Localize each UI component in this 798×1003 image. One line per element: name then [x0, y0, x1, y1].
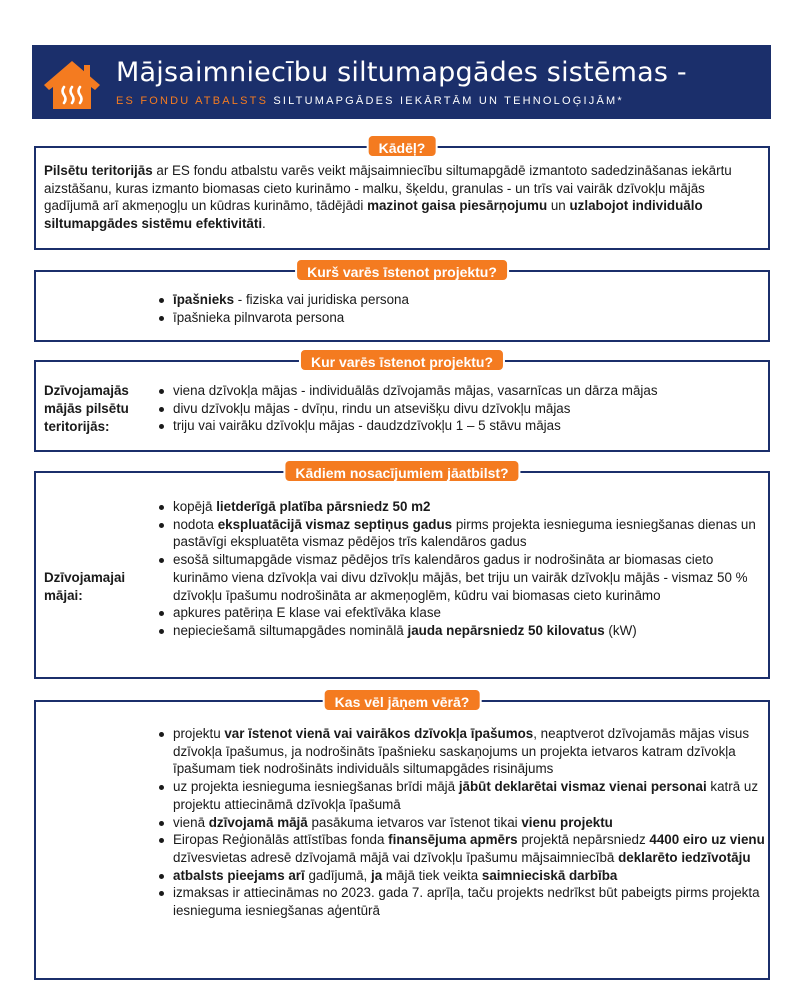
text: gadījumā,	[304, 867, 371, 883]
section-heading-who	[295, 258, 509, 282]
section-heading-notes: Kas vēl jāņem vērā?	[323, 688, 482, 712]
bold-text: jābūt deklarētai vismaz vienai personai	[458, 779, 707, 795]
bold-text: ekspluatācijā vismaz septiņus gadus	[217, 516, 453, 532]
subtitle-rest: SILTUMAPGĀDES IEKĀRTĀM UN TEHNOLOĢIJĀM*	[268, 95, 624, 107]
where-list	[157, 382, 762, 435]
why-paragraph	[44, 162, 759, 233]
bold-text: īpašnieks	[173, 292, 235, 307]
text: divu dzīvokļu mājas - dvīņu, rindu un atsevišķu divu dzīvokļu mājas	[173, 400, 571, 416]
notes-list	[157, 725, 765, 920]
section-who	[34, 264, 770, 342]
text: nodota	[173, 516, 218, 532]
house-heating-icon	[42, 59, 102, 111]
where-side-label: Dzīvojamajās mājās pilsētu teritorijās:	[44, 383, 129, 434]
text: apkures patēriņa E klase vai efektīvāka klase	[173, 605, 441, 621]
text: , neaptverot dzīvojamās mājas visus dzīvokļa īpašumus, ja nodrošināts īpašnieku saskaņojums un projekta ietvaros katram dzīvokļa īpašumam tiek nodrošināts individuāls siltumapgādes risinājums	[173, 726, 750, 777]
bold-text: 4400 eiro uz vienu	[649, 832, 765, 848]
bold-text: deklarēto iedzīvotāju	[618, 849, 751, 865]
section-conditions	[34, 465, 770, 679]
list-item	[157, 867, 765, 885]
bold-text: finansējuma apmērs	[388, 832, 518, 848]
text: pasākuma ietvaros var īstenot tikai	[307, 814, 522, 830]
list-item	[157, 498, 757, 516]
text: viena dzīvokļa mājas - individuālās dzīvojamās mājas, vasarnīcas un dārza mājas	[173, 383, 658, 398]
heading-where-bold: Kur	[310, 354, 336, 370]
text: projektā nepārsniedz	[517, 832, 650, 848]
section-where	[34, 354, 770, 452]
bold-text: dzīvojamā mājā	[208, 814, 308, 830]
section-heading-why: Kādēļ?	[367, 134, 438, 158]
list-item	[157, 778, 765, 813]
bold-text: saimnieciskā darbība	[481, 867, 618, 883]
text: nepieciešamā siltumapgādes nominālā	[173, 622, 408, 638]
conditions-list	[157, 498, 757, 640]
bold-text: atbalsts pieejams arī	[173, 867, 305, 883]
list-item	[157, 831, 765, 866]
list-item	[157, 551, 757, 604]
list-item	[157, 309, 747, 327]
text: kopējā	[173, 499, 217, 514]
who-list	[157, 291, 747, 326]
bold-text: mazinot gaisa piesārņojumu	[367, 198, 548, 214]
heading-who-rest: varēs īstenot projektu?	[338, 264, 497, 280]
list-item	[157, 382, 762, 400]
list-item	[157, 622, 757, 640]
list-item	[157, 884, 765, 919]
bold-text: jauda nepārsniedz 50 kilovatus	[407, 622, 605, 638]
list-item	[157, 604, 757, 622]
text: pirms projekta iesnieguma iesniegšanas dienas un pastāvīgi ekspluatēta vismaz pēdējos trīs kalendāros gadus	[173, 516, 756, 550]
section-heading-where	[299, 348, 505, 372]
page-title: Mājsaimniecību siltumapgādes sistēmas -	[116, 57, 687, 88]
text: triju vai vairāku dzīvokļu mājas - daudzdzīvokļu 1 – 5 stāvu mājas	[173, 418, 561, 434]
list-item	[157, 400, 762, 418]
text: .	[262, 216, 266, 232]
text: (kW)	[604, 622, 637, 638]
section-notes	[34, 694, 770, 980]
text: - fiziska vai juridiska persona	[234, 292, 409, 307]
text: izmaksas ir attiecināmas no 2023. gada 7. aprīļa, taču projekts nedrīkst būt pabeigts pirms projekta iesnieguma iesniegšanas aģentūrā	[173, 885, 760, 919]
list-item	[157, 814, 765, 832]
bold-text: lietderīgā platība pārsniedz 50 m2	[216, 499, 431, 514]
text: dzīvesvietas adresē dzīvojamā mājā vai dzīvokļu īpašumu mājsaimniecībā	[173, 849, 619, 865]
section-why	[34, 140, 770, 250]
list-item	[157, 516, 757, 551]
bold-text: uzlabojot individuālo siltumapgādes sistēmu efektivitāti	[44, 198, 703, 232]
text: esošā siltumapgāde vismaz pēdējos trīs kalendāros gadus ir nodrošināta ar biomasas cieto kurināmo viena dzīvokļa vai divu dzīvokļu mājās, bet triju un vairāk dzīvokļu mājās - vismaz 50 % dzīvokļu īpašumu nodrošināta ar akmeņoglēm, kūdru vai biomasas cieto kurināmo	[173, 552, 748, 603]
text: uz projekta iesnieguma iesniegšanas brīdi mājā	[173, 779, 459, 795]
bold-text: vienu projektu	[521, 814, 613, 830]
subtitle-accent: ES FONDU ATBALSTS	[116, 95, 269, 107]
list-item	[157, 291, 747, 309]
text: katrā uz projektu attiecināmā dzīvokļa īpašumā	[173, 779, 759, 812]
page-header	[32, 45, 771, 119]
text: projektu	[173, 726, 225, 741]
text: vienā	[173, 814, 209, 830]
bold-text: ja	[371, 867, 383, 883]
bold-text: var īstenot vienā vai vairākos dzīvokļa īpašumos	[224, 726, 534, 741]
text: mājā tiek veikta	[382, 867, 482, 883]
text: ar ES fondu atbalstu varēs veikt mājsaimniecību siltumapgādē izmantoto sadedzināšanas iekārtu aizstāšanu, kuras izmanto biomasas cieto kurināmo - malku, šķeldu, granulas - un trīs vai vairāk dzīvokļu mājās gadījumā arī akmeņogļu un kūdras kurināmo, tādējādi	[44, 163, 732, 214]
list-item	[157, 725, 765, 778]
section-heading-conditions: Kādiem nosacījumiem jāatbilst?	[283, 459, 520, 483]
text: īpašnieka pilnvarota persona	[173, 309, 345, 325]
list-item	[157, 417, 762, 435]
conditions-side-label: Dzīvojamajai mājai:	[44, 570, 126, 603]
text: un	[547, 198, 570, 214]
heading-where-rest: varēs īstenot projektu?	[335, 354, 494, 370]
bold-text: Pilsētu teritorijās	[44, 163, 153, 178]
text: Eiropas Reģionālās attīstības fonda	[173, 832, 389, 848]
page-subtitle	[116, 94, 624, 108]
heading-who-bold: Kurš	[307, 264, 339, 280]
